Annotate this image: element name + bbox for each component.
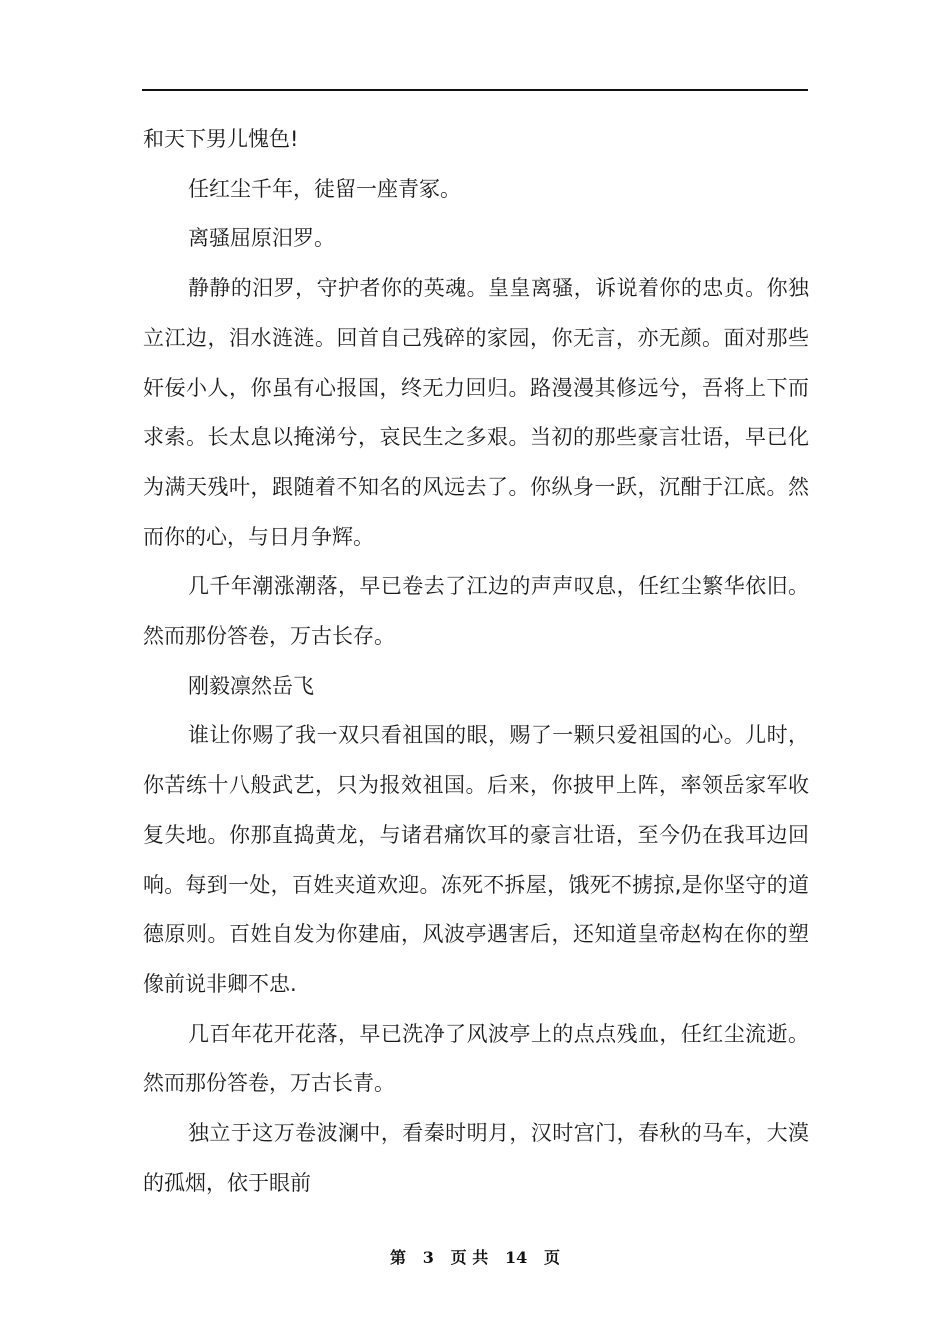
footer-current-page: 3	[422, 1248, 434, 1267]
page-footer	[0, 1247, 950, 1269]
footer-total-pages: 14	[504, 1248, 528, 1267]
header-rule	[142, 89, 808, 91]
paragraph-yue-fei: 谁让你赐了我一双只看祖国的眼，赐了一颗只爱祖国的心。儿时，你苦练十八般武艺，只为报效祖国。后来，你披甲上阵，率领岳家军收复失地。你那直捣黄龙，与诸君痛饮耳的豪言壮语，至今仍在我耳边回响。每到一处，百姓夹道欢迎。冻死不拆屋，饿死不掳掠,是你坚守的道德原则。百姓自发为你建庙，风波亭遇害后，还知道皇帝赵构在你的塑像前说非卿不忠.	[143, 723, 809, 996]
document-body	[143, 115, 809, 1208]
footer-suffix: 页	[543, 1248, 560, 1267]
paragraph-1: 和天下男儿愧色!	[143, 127, 299, 151]
paragraph-qu-yuan-closing: 几千年潮涨潮落，早已卷去了江边的声声叹息，任红尘繁华依旧。然而那份答卷，万古长存。	[143, 574, 809, 649]
section-heading-qu-yuan: 离骚屈原汨罗。	[188, 226, 335, 251]
section-heading-yue-fei: 刚毅凛然岳飞	[188, 673, 314, 698]
paragraph-final: 独立于这万卷波澜中，看秦时明月，汉时宫门，春秋的马车，大漠的孤烟，依于眼前	[143, 1121, 809, 1195]
footer-middle: 页 共	[450, 1248, 489, 1267]
footer-prefix: 第	[390, 1248, 407, 1267]
paragraph-qu-yuan: 静静的汨罗，守护者你的英魂。皇皇离骚，诉说着你的忠贞。你独立江边，泪水涟涟。回首自己残碎的家园，你无言，亦无颜。面对那些奸佞小人，你虽有心报国，终无力回归。路漫漫其修远兮，吾将上下而求索。长太息以掩涕兮，哀民生之多艰。当初的那些豪言壮语，早已化为满天残叶，跟随着不知名的风远去了。你纵身一跃，沉酣于江底。然而你的心，与日月争辉。	[143, 276, 809, 549]
paragraph-yue-fei-closing: 几百年花开花落，早已洗净了风波亭上的点点残血，任红尘流逝。然而那份答卷，万古长青。	[143, 1021, 809, 1096]
paragraph-2: 任红尘千年，徒留一座青冢。	[188, 176, 461, 201]
